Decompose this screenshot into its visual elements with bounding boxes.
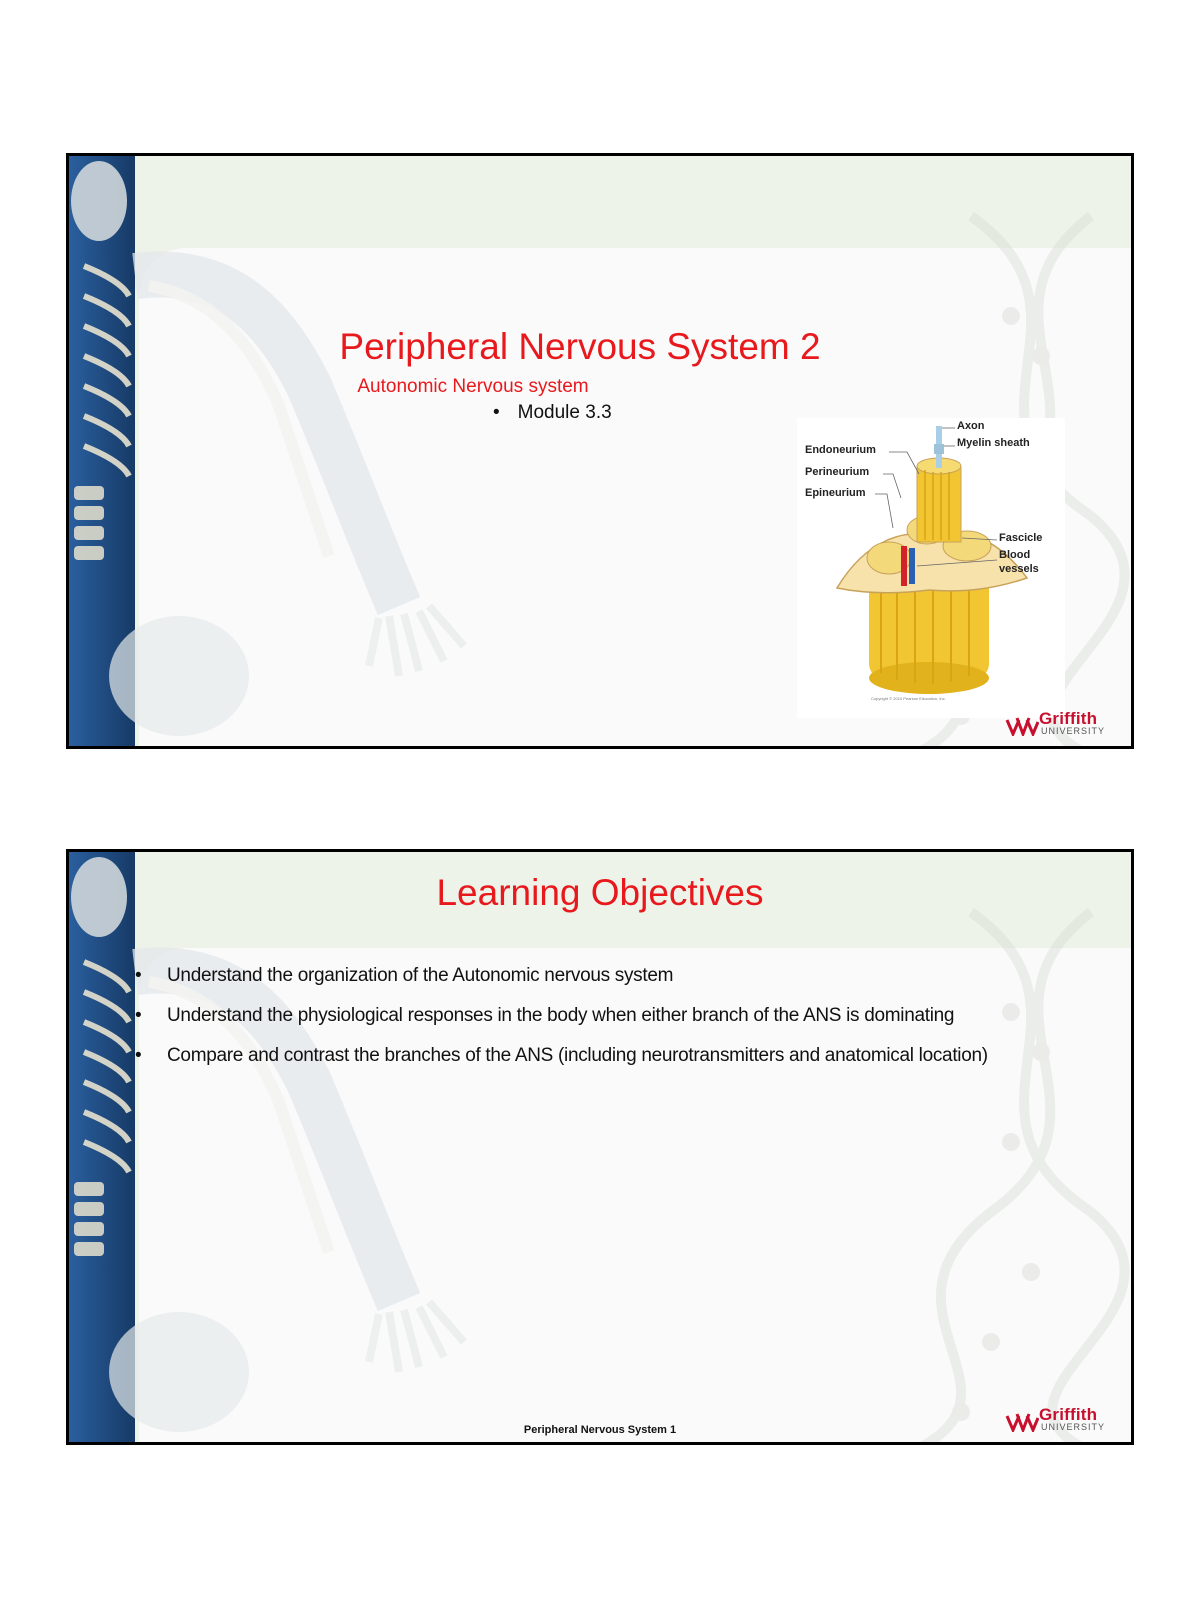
griffith-logo-mark-icon (1005, 714, 1039, 736)
slide-1 (66, 153, 1134, 749)
bullet-dot: • (493, 402, 500, 423)
logo-university: UNIVERSITY (1041, 1422, 1106, 1432)
module-label: Module 3.3 (517, 402, 612, 423)
objective-item: • Understand the physiological responses in the body when either branch of the ANS is dominating (133, 998, 1113, 1034)
label-axon: Axon (957, 420, 985, 432)
nerve-structure-diagram (797, 418, 1065, 718)
logo-name: Griffith (1039, 709, 1098, 728)
griffith-logo-mark-icon (1005, 1410, 1039, 1432)
label-epineurium: Epineurium (805, 487, 866, 499)
label-perineurium: Perineurium (805, 466, 870, 478)
label-fascicle: Fascicle (999, 532, 1043, 544)
griffith-logo (1005, 1406, 1121, 1434)
label-blood: Blood (999, 549, 1031, 561)
slide-title: Peripheral Nervous System 2 (339, 326, 821, 367)
logo-university: UNIVERSITY (1041, 726, 1106, 736)
griffith-logo (1005, 710, 1121, 738)
logo-name: Griffith (1039, 1405, 1098, 1424)
objective-item: • Compare and contrast the branches of the ANS (including neurotransmitters and anatomical location) (133, 1038, 1113, 1074)
label-vessels: vessels (999, 563, 1039, 575)
label-endoneurium: Endoneurium (805, 444, 876, 456)
label-myelin-sheath: Myelin sheath (957, 437, 1030, 449)
module-bullet (493, 402, 612, 424)
diagram-copyright: Copyright © 2010 Pearson Education, Inc. (871, 696, 946, 701)
slide-2 (66, 849, 1134, 1445)
anatomy-figure-icon (69, 852, 509, 1445)
slide-subtitle: Autonomic Nervous system (357, 376, 589, 397)
objective-item: • Understand the organization of the Autonomic nervous system (133, 958, 1113, 994)
slide-title: Learning Objectives (436, 872, 764, 913)
anatomy-figure-icon (69, 156, 509, 749)
objectives-list (133, 958, 1113, 1078)
slide-footer: Peripheral Nervous System 1 (523, 1424, 677, 1436)
